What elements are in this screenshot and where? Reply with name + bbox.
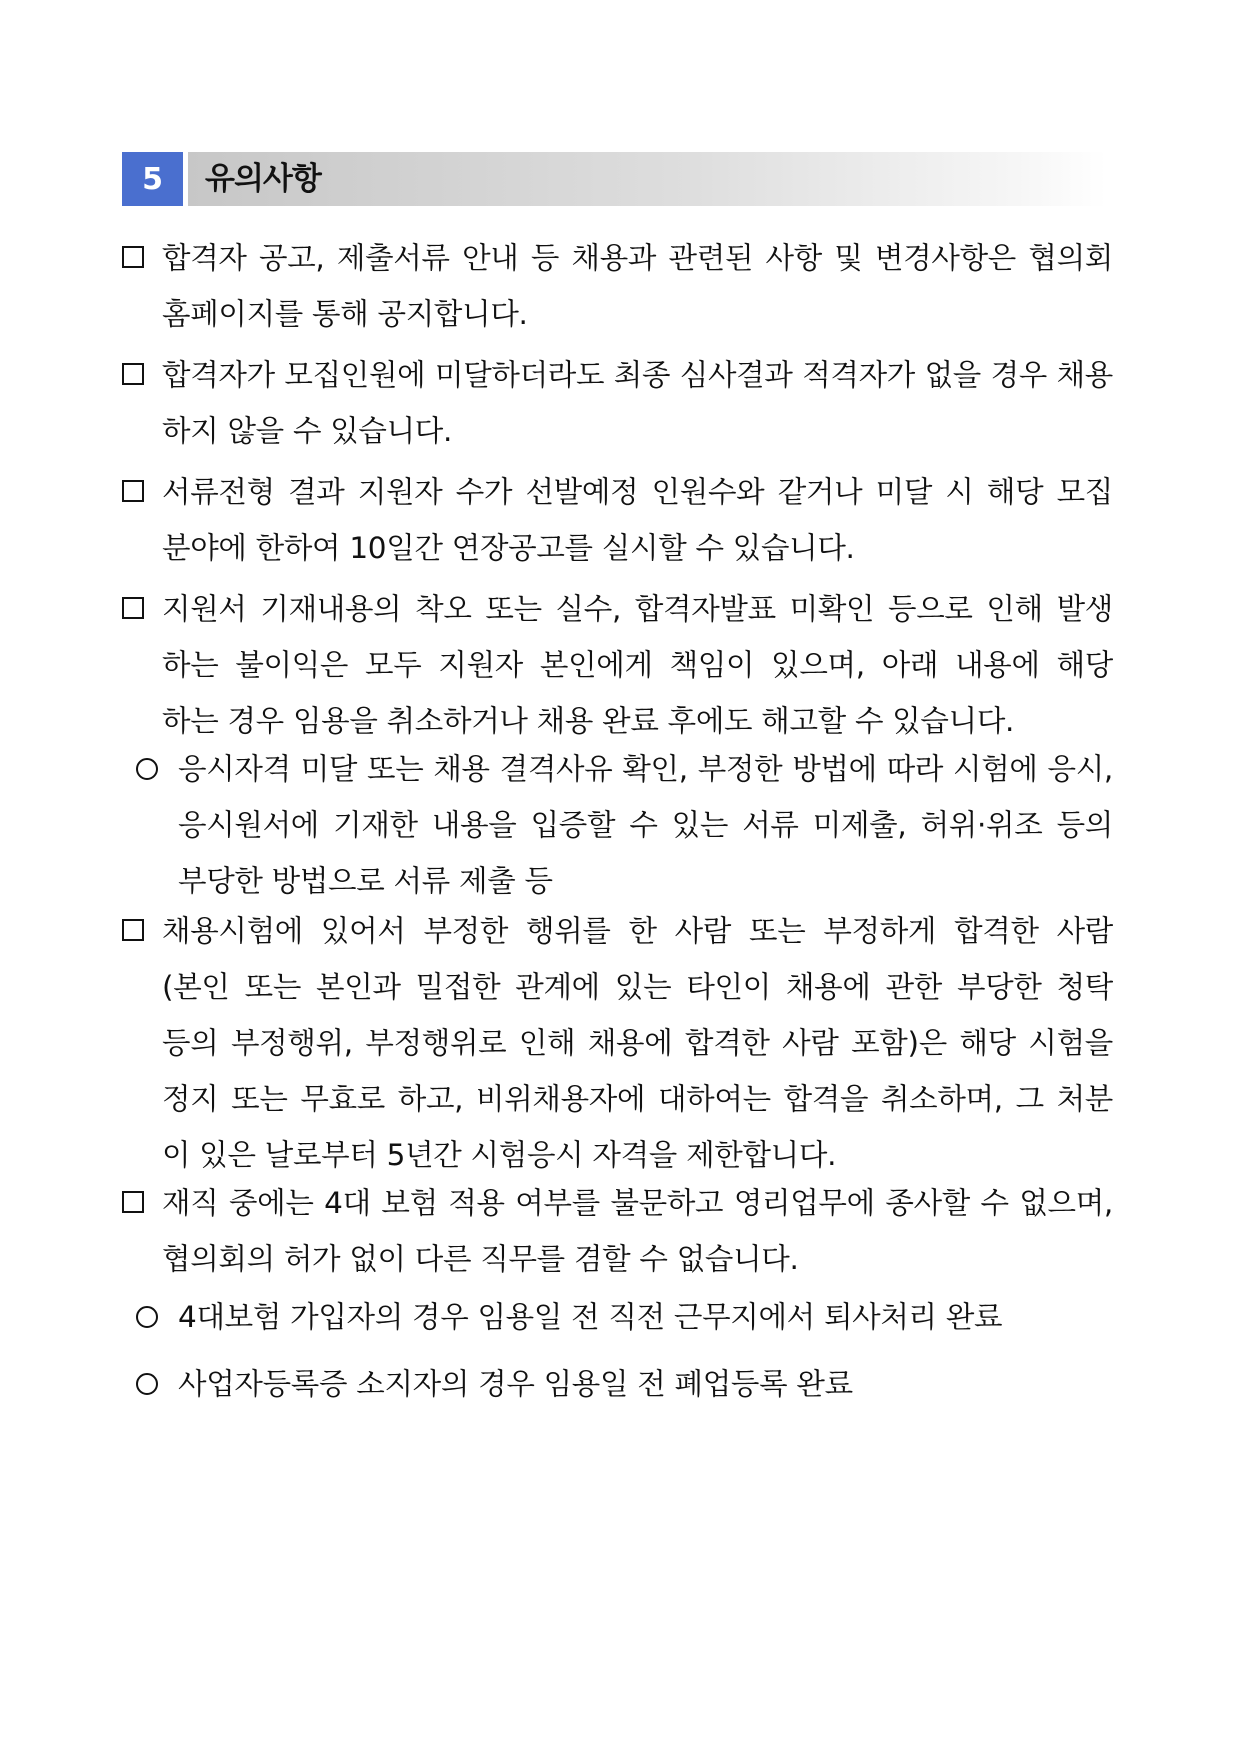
checkbox-bullet-icon <box>118 903 148 959</box>
notice-subitem <box>118 1289 1113 1345</box>
notice-line: 서류전형 결과 지원자 수가 선발예정 인원수와 같거나 미달 시 해당 모집 <box>162 475 1113 509</box>
notice-line: 협의회의 허가 없이 다른 직무를 겸할 수 없습니다. <box>162 1242 799 1276</box>
notice-subline: 응시자격 미달 또는 채용 결격사유 확인, 부정한 방법에 따라 시험에 응시, <box>178 752 1113 786</box>
notice-line: 하지 않을 수 있습니다. <box>162 414 453 448</box>
notice-line: 하는 불이익은 모두 지원자 본인에게 책임이 있으며, 아래 내용에 해당 <box>162 648 1113 682</box>
section-title: 유의사항 <box>205 161 321 197</box>
notice-line: 등의 부정행위, 부정행위로 인해 채용에 합격한 사람 포함)은 해당 시험을 <box>162 1026 1113 1060</box>
notice-item <box>118 464 1113 576</box>
checkbox-bullet-icon <box>118 1175 148 1231</box>
notice-line: 분야에 한하여 10일간 연장공고를 실시할 수 있습니다. <box>162 531 855 565</box>
circle-bullet-icon <box>132 741 162 797</box>
notice-line: 재직 중에는 4대 보험 적용 여부를 불문하고 영리업무에 종사할 수 없으며, <box>162 1186 1113 1220</box>
checkbox-bullet-icon <box>118 230 148 286</box>
notice-line: 홈페이지를 통해 공지합니다. <box>162 297 528 331</box>
checkbox-bullet-icon <box>118 464 148 520</box>
notice-line: 채용시험에 있어서 부정한 행위를 한 사람 또는 부정하게 합격한 사람 <box>162 914 1113 948</box>
checkbox-bullet-icon <box>118 581 148 637</box>
notice-line: 하는 경우 임용을 취소하거나 채용 완료 후에도 해고할 수 있습니다. <box>162 704 1015 738</box>
notice-subline: 응시원서에 기재한 내용을 입증할 수 있는 서류 미제출, 허위·위조 등의 <box>178 808 1113 842</box>
section-number-badge: 5 <box>122 152 183 206</box>
section-header-bar <box>188 152 1107 206</box>
notice-subitem <box>118 741 1113 909</box>
notice-line: (본인 또는 본인과 밀접한 관계에 있는 타인이 채용에 관한 부당한 청탁 <box>162 970 1113 1004</box>
notice-item <box>118 230 1113 342</box>
notice-item <box>118 1175 1113 1287</box>
notice-line: 이 있은 날로부터 5년간 시험응시 자격을 제한합니다. <box>162 1138 837 1172</box>
notice-line: 정지 또는 무효로 하고, 비위채용자에 대하여는 합격을 취소하며, 그 처분 <box>162 1082 1113 1116</box>
notice-subitem <box>118 1356 1113 1412</box>
circle-bullet-icon <box>132 1356 162 1412</box>
notice-subline: 사업자등록증 소지자의 경우 임용일 전 폐업등록 완료 <box>178 1367 853 1401</box>
circle-bullet-icon <box>132 1289 162 1345</box>
notice-subline: 부당한 방법으로 서류 제출 등 <box>178 864 553 898</box>
notice-line: 합격자가 모집인원에 미달하더라도 최종 심사결과 적격자가 없을 경우 채용 <box>162 358 1113 392</box>
checkbox-bullet-icon <box>118 347 148 403</box>
notice-item <box>118 903 1113 1183</box>
notice-item <box>118 347 1113 459</box>
notice-line: 지원서 기재내용의 착오 또는 실수, 합격자발표 미확인 등으로 인해 발생 <box>162 592 1113 626</box>
notice-subline: 4대보험 가입자의 경우 임용일 전 직전 근무지에서 퇴사처리 완료 <box>178 1300 1003 1334</box>
notice-item <box>118 581 1113 749</box>
section-header <box>122 152 1107 206</box>
notice-line: 합격자 공고, 제출서류 안내 등 채용과 관련된 사항 및 변경사항은 협의회 <box>162 241 1113 275</box>
